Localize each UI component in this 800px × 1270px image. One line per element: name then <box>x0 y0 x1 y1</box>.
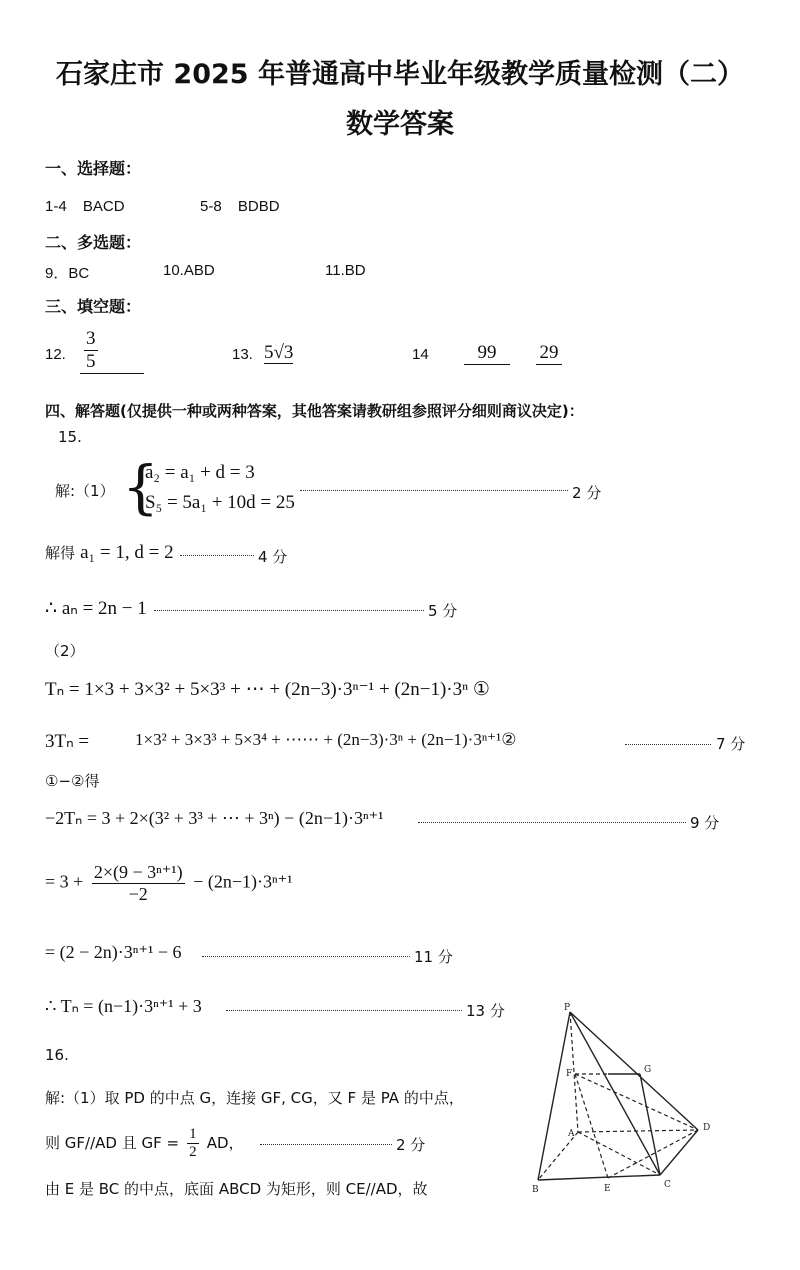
fill-label-12: 12. <box>45 346 66 363</box>
dot-leader <box>202 956 410 957</box>
edge-BC <box>538 1175 660 1180</box>
solve-line: 解得 a₁ = 1, d = 2 <box>45 542 174 563</box>
section-4-heading: 四、解答题(仅提供一种或两种答案，其他答案请教研组参照评分细则商议决定)： <box>45 402 584 420</box>
3tn-left: 3Tₙ = <box>45 731 90 752</box>
score-13: 13 分 <box>466 1002 505 1020</box>
an-formula: ∴ aₙ = 2n − 1 <box>45 598 147 619</box>
step-1: = 3 + $\frac{\text{2×(9 − 3ⁿ⁺¹)}}{-2}$ − (2n−1)·3ⁿ⁺¹ <box>45 862 293 904</box>
score-4: 4 分 <box>258 548 288 566</box>
fill-label-13: 13. <box>232 346 253 363</box>
problem-16-number: 16. <box>45 1046 69 1064</box>
score-5: 5 分 <box>428 602 458 620</box>
choice-group-2 <box>200 198 280 215</box>
pyramid-figure <box>520 1000 760 1210</box>
edge-PD <box>570 1012 698 1130</box>
tn-result: ∴ Tₙ = (n−1)·3ⁿ⁺¹ + 3 <box>45 996 202 1016</box>
edge-AB <box>538 1132 578 1180</box>
problem-16-line-1: 解:（1）取 PD 的中点 G，连接 GF, CG，又 F 是 PA 的中点， <box>45 1089 464 1107</box>
dot-leader <box>154 610 424 611</box>
segment-FD <box>575 1074 698 1130</box>
fill-label-14: 14 <box>412 346 429 363</box>
step-2: = (2 − 2n)·3ⁿ⁺¹ − 6 <box>45 942 182 962</box>
choice-group-1-label: 1-4 <box>45 198 67 215</box>
fill-answer-12 <box>80 328 144 374</box>
multi-answer-11: 11.BD <box>325 262 366 279</box>
dot-leader <box>300 490 568 491</box>
dot-leader <box>180 555 254 556</box>
problem-16-line-3: 由 E 是 BC 的中点，底面 ABCD 为矩形，则 CE//AD，故 <box>45 1180 428 1198</box>
vertex-label-P: P <box>564 1003 571 1013</box>
system-line-2: S₅ = 5a₁ + 10d = 25 <box>145 492 295 513</box>
section-1-heading: 一、选择题： <box>45 159 142 178</box>
page-title: 石家庄市 2025 年普通高中毕业年级教学质量检测（二） <box>56 59 744 90</box>
edge-AD <box>578 1130 698 1132</box>
vertex-label-F: F <box>566 1069 573 1079</box>
step-fraction: $\frac{\text{2×(9 − 3ⁿ⁺¹)}}{-2}$ <box>93 862 183 904</box>
fill-answer-14a: 99 <box>464 342 510 365</box>
score-2b: 2 分 <box>396 1136 426 1154</box>
vertex-label-G: G <box>644 1065 652 1075</box>
choice-group-1 <box>45 198 125 215</box>
vertex-label-C: C <box>664 1180 671 1190</box>
vertex-label-A: A <box>568 1129 575 1139</box>
score-11: 11 分 <box>414 948 453 966</box>
vertex-label-D: D <box>703 1123 711 1133</box>
half-fraction: $\frac{1}{2}$ <box>189 1126 197 1160</box>
system-line-1: a₂ = a₁ + d = 3 <box>145 462 255 483</box>
score-9: 9 分 <box>690 814 720 832</box>
dot-leader <box>226 1010 462 1011</box>
dot-leader <box>260 1144 392 1145</box>
multi-answer-9: 9．BC <box>45 265 90 282</box>
part-1-label: 解:（1） <box>55 482 115 500</box>
section-3-heading: 三、填空题： <box>45 297 142 316</box>
fill-answer-14b: 29 <box>536 342 562 365</box>
edge-PB <box>538 1012 573 1180</box>
page-subtitle: 数学答案 <box>346 109 454 140</box>
subtract-label: ①−②得 <box>45 772 100 790</box>
system-brace: { <box>122 453 159 521</box>
fill-answer-13: 5√3 <box>264 342 294 363</box>
score-2: 2 分 <box>572 484 602 502</box>
choice-group-1-answers: BACD <box>82 198 125 215</box>
problem-15-number: 15. <box>58 428 82 446</box>
edge-PC <box>570 1012 660 1175</box>
problem-16-line-2: 则 GF//AD 且 GF = $\frac{1}{2}$ AD， <box>45 1126 244 1160</box>
segment-FE <box>575 1074 608 1178</box>
fraction-3-5: $\frac{3}{5}$ <box>86 328 96 372</box>
vertex-label-B: B <box>532 1185 539 1195</box>
vertex-label-E: E <box>604 1184 611 1194</box>
tn-sum: Tₙ = 1×3 + 3×3² + 5×3³ + ⋯ + (2n−3)·3ⁿ⁻¹ + (2n−1)·3ⁿ ① <box>45 679 490 700</box>
neg2tn-formula: −2Tₙ = 3 + 2×(3² + 3³ + ⋯ + 3ⁿ) − (2n−1)·3ⁿ⁺¹ <box>45 808 384 828</box>
part-2-label: （2） <box>45 642 85 660</box>
segment-GC <box>640 1074 660 1175</box>
dot-leader <box>418 822 686 823</box>
edge-CD <box>660 1130 698 1175</box>
score-7: 7 分 <box>716 735 746 753</box>
multi-answer-10: 10.ABD <box>163 262 215 279</box>
choice-group-2-answers: BDBD <box>237 198 280 215</box>
section-2-heading: 二、多选题： <box>45 233 142 252</box>
dot-leader <box>625 744 711 745</box>
choice-group-2-label: 5-8 <box>200 198 222 215</box>
3tn-right: 1×3² + 3×3³ + 5×3⁴ + ⋯⋯ + (2n−3)·3ⁿ + (2n−1)·3ⁿ⁺¹② <box>135 730 517 749</box>
